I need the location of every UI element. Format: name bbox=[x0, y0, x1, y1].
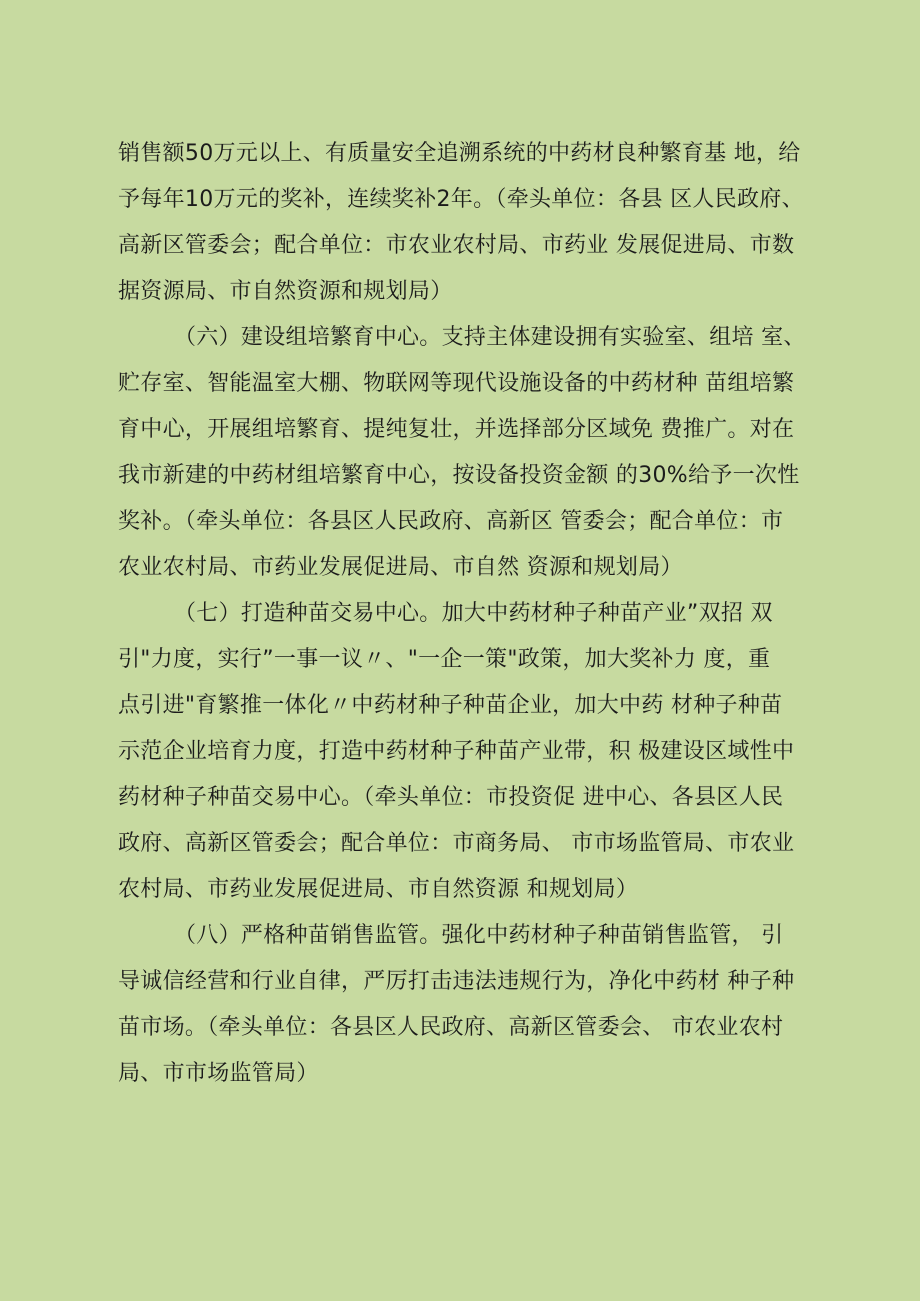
text-line: 导诚信经营和行业自律，严厉打击违法违规行为，净化中药材 种子种 bbox=[118, 969, 795, 994]
text-line: 贮存室、智能温室大棚、物联网等现代设施设备的中药材种 苗组培繁 bbox=[118, 371, 795, 396]
text-line: 奖补。（牵头单位：各县区人民政府、高新区 管委会；配合单位：市 bbox=[118, 509, 784, 534]
text-line: 政府、高新区管委会；配合单位：市商务局、 市市场监管局、市农业 bbox=[118, 831, 795, 856]
text-line: 苗市场。（牵头单位：各县区人民政府、高新区管委会、 市农业农村 bbox=[118, 1015, 784, 1040]
text-line: 销售额50万元以上、有质量安全追溯系统的中药材良种繁育基 地，给 bbox=[118, 141, 801, 166]
text-line: 点引进"育繁推一体化〃中药材种子种苗企业，加大中药 材种子种苗 bbox=[118, 693, 783, 718]
text-line: 局、市市场监管局） bbox=[118, 1061, 319, 1086]
text-line: 农村局、市药业发展促进局、市自然资源 和规划局） bbox=[118, 877, 639, 902]
text-line: 据资源局、市自然资源和规划局） bbox=[118, 279, 453, 304]
text-line: 我市新建的中药材组培繁育中心，按设备投资金额 的30%给予一次性 bbox=[118, 463, 800, 488]
text-line: 高新区管委会；配合单位：市农业农村局、市药业 发展促进局、市数 bbox=[118, 233, 795, 258]
text-line: 药材种子种苗交易中心。（牵头单位：市投资促 进中心、各县区人民 bbox=[118, 785, 784, 810]
text-line: 予每年10万元的奖补，连续奖补2年。（牵头单位：各县 区人民政府、 bbox=[118, 187, 804, 212]
text-line: 农业农村局、市药业发展促进局、市自然 资源和规划局） bbox=[118, 555, 683, 580]
section-six-heading: （六）建设组培繁育中心。支持主体建设拥有实验室、组培 室、 bbox=[174, 325, 806, 350]
text-line: 育中心，开展组培繁育、提纯复壮，并选择部分区域免 费推广。对在 bbox=[118, 417, 795, 442]
text-line: 引"力度，实行”一事一议〃、"一企一策"政策，加大奖补力 度，重 bbox=[118, 647, 771, 672]
text-line: 示范企业培育力度，打造中药材种子种苗产业带，积 极建设区域性中 bbox=[118, 739, 795, 764]
section-eight-heading: （八）严格种苗销售监管。强化中药材种子种苗销售监管， 引 bbox=[174, 923, 784, 948]
section-seven-heading: （七）打造种苗交易中心。加大中药材种子种苗产业”双招 双 bbox=[174, 601, 773, 626]
